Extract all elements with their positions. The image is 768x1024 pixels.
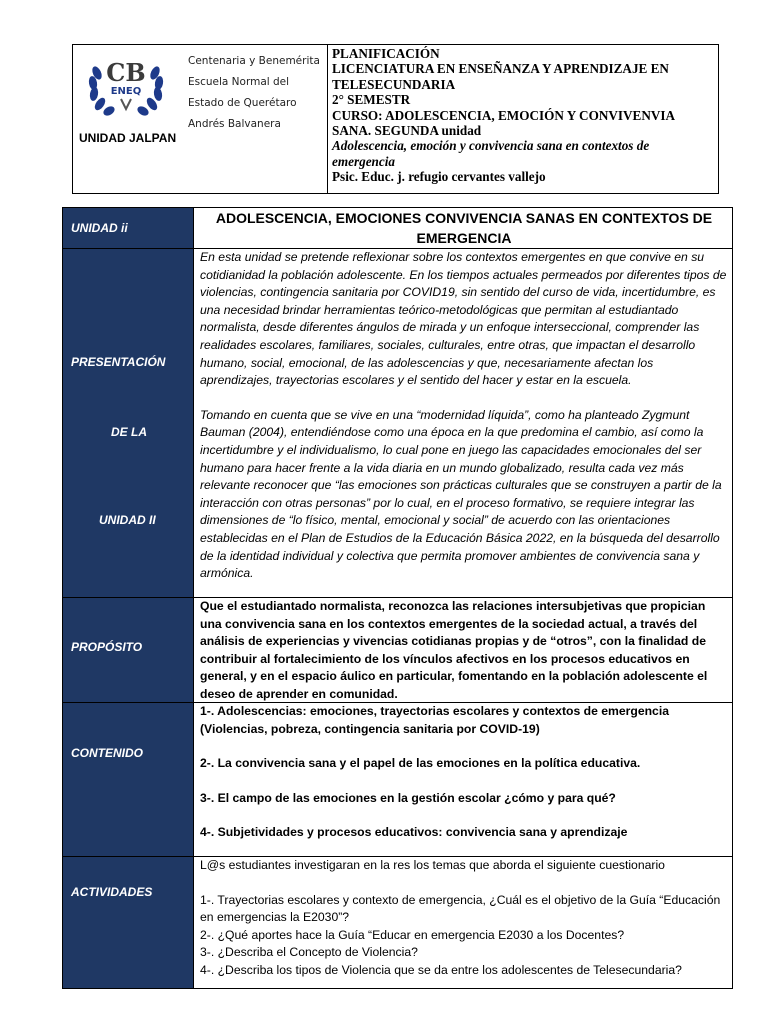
- actividad-item: 1-. Trayectorias escolares y contexto de emergencia, ¿Cuál es el objetivo de la Guía “Educación en emergencias la E2030”?: [200, 892, 721, 925]
- row-unidad: [63, 208, 732, 249]
- unit-subtitle: Adolescencia, emoción y convivencia sana en contextos de emergencia: [332, 138, 650, 169]
- school-name: Centenaria y Benemérita Escuela Normal del Estado de Querétaro Andrés Balvanera: [188, 55, 320, 130]
- actividad-item: 4-. ¿Describa los tipos de Violencia que se da entre los adolescentes de Telesecundaria?: [200, 962, 682, 977]
- actividades-list: [194, 857, 732, 988]
- author: Psic. Educ. j. refugio cervantes vallejo: [332, 169, 546, 185]
- label-contenido: CONTENIDO: [63, 703, 194, 856]
- contenido-list: [194, 703, 732, 856]
- contenido-item: 2-. La convivencia sana y el papel de las emociones en la política educativa.: [200, 756, 641, 771]
- header-table: [72, 44, 719, 194]
- contenido-item: 4-. Subjetividades y procesos educativos: convivencia sana y aprendizaje: [200, 825, 628, 840]
- plan-title: PLANIFICACIÓN: [332, 46, 440, 61]
- proposito-text: Que el estudiantado normalista, reconozca las relaciones intersubjetivas que propician una convivencia sana en los contextos emergentes de la sociedad actual, a través del análisis de experiencias y vivencias cotidianas propias y de “otros”, con la finalidad de contribuir al fortalecimiento de los vínculos afectivos en los procesos educativos en general, y en el espacio áulico en particular, fomentando en la población adolescente el deseo de aprender en comunidad.: [200, 599, 708, 701]
- actividad-item: 3-. ¿Describa el Concepto de Violencia?: [200, 945, 418, 960]
- contenido-item: 3-. El campo de las emociones en la gestión escolar ¿cómo y para qué?: [200, 790, 616, 805]
- label-unidad: UNIDAD ii: [63, 208, 194, 248]
- unit-label: UNIDAD JALPAN: [79, 131, 177, 145]
- unit-title: ADOLESCENCIA, EMOCIONES CONVIVENCIA SANAS EN CONTEXTOS DE EMERGENCIA: [215, 210, 713, 246]
- svg-text:ENEQ: ENEQ: [110, 86, 142, 97]
- header-logo-cell: [73, 45, 328, 193]
- presentacion-paragraph-2: Tomando en cuenta que se vive en una “modernidad líquida”, como ha planteado Zygmunt Bauman (2004), entendiéndose como una época en la que predomina el cambio, así como la incertidumbre y el individualismo, lo cual pone en juego las capacidades emocionales del ser humano para hacer frente a la vida diaria en un mundo globalizado, resulta cada vez más relevante reconocer que “las emociones son prácticas culturales que se construyen a partir de la interacción con otras personas” por lo cual, en el proceso formativo, se requiere integrar las dimensiones de “lo físico, mental, emocional y social” de acuerdo con las orientaciones establecidas en el Plan de Estudios de la Educación Básica 2022, en la búsqueda del desarrollo de la identidad individual y colectiva que permita promover ambientes de convivencia sana y armónica.: [200, 407, 722, 581]
- actividades-intro: L@s estudiantes investigaran en la res los temas que aborda el siguiente cuestionario: [200, 858, 665, 872]
- actividad-item: 2-. ¿Qué aportes hace la Guía “Educar en emergencia E2030 a los Docentes?: [200, 927, 625, 942]
- planning-table: [62, 207, 733, 989]
- presentacion-text: [194, 249, 732, 597]
- school-logo-icon: [83, 51, 175, 119]
- degree-title: LICENCIATURA EN ENSEÑANZA Y APRENDIZAJE EN TELESECUNDARIA: [332, 61, 669, 92]
- label-actividades: ACTIVIDADES: [63, 857, 194, 988]
- svg-text:CB: CB: [106, 58, 146, 87]
- label-presentacion: PRESENTACIÓN DE LA UNIDAD II: [63, 249, 194, 597]
- course-name: CURSO: ADOLESCENCIA, EMOCIÓN Y CONVIVENVIA SANA. SEGUNDA unidad: [332, 107, 675, 139]
- row-actividades: [63, 857, 732, 988]
- semester: 2° SEMESTR: [332, 92, 411, 108]
- label-proposito: PROPÓSITO: [63, 598, 194, 702]
- row-proposito: [63, 598, 732, 703]
- presentacion-paragraph-1: En esta unidad se pretende reflexionar sobre los contextos emergentes en que convive en su cotidianidad la población adolescente. En los tiempos actuales permeados por diferentes tipos de violencias, contingencia sanitaria por COVID19, sin sentido del curso de vida, incertidumbre, es una necesidad brindar herramientas teórico-metodológicas que permitan al estudiantado normalista, desde diferentes ángulos de mirada y un enfoque interseccional, comprender las realidades escolares, familiares, sociales, culturales, entre otras, que impactan el desarrollo humano, social, emocional, de las adolescencias y que, necesariamente afectan los aprendizajes, trayectorias escolares y el sentido del hacer y estar en la escuela.: [200, 250, 727, 388]
- row-contenido: [63, 703, 732, 857]
- row-presentacion: [63, 249, 732, 598]
- contenido-item: 1-. Adolescencias: emociones, trayectorias escolares y contextos de emergencia (Violencias, pobreza, contingencia sanitaria por COVID-19): [200, 704, 669, 736]
- header-info-cell: [328, 45, 718, 193]
